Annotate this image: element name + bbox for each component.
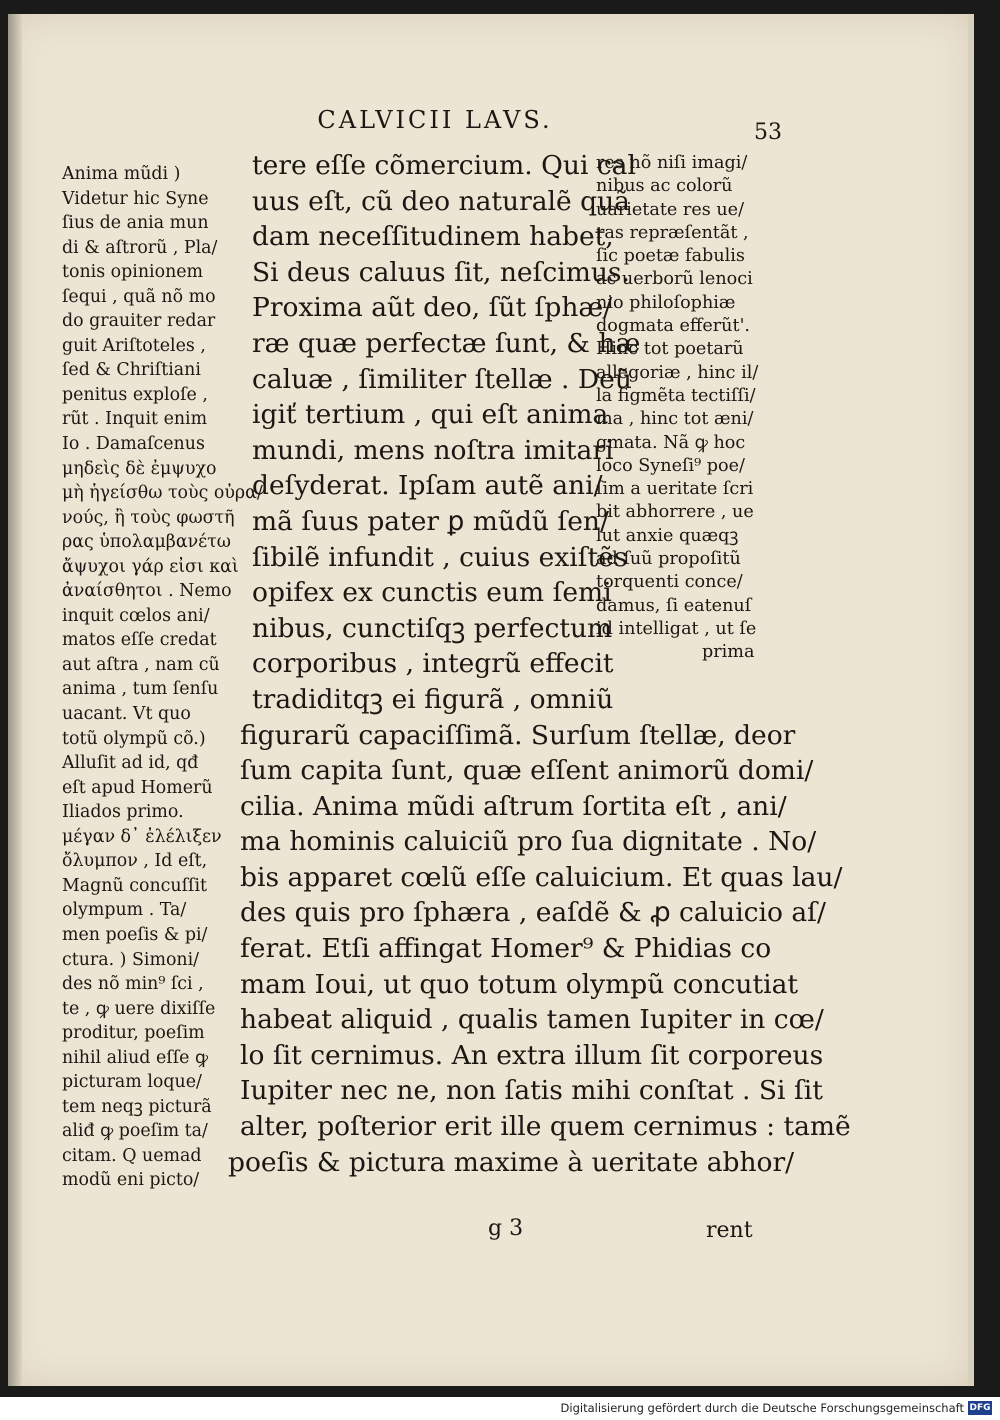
gloss-line: olympum . Ta/ [62,900,187,921]
dfg-logo-icon: DFG [969,1403,991,1413]
right-text-line: ſim a ueritate ſcri [596,479,754,500]
page-gutter-edge [8,14,22,1386]
right-text-line: damus, ſi eatenuſ [596,595,752,616]
gloss-line: ctura. ) Simoni/ [62,949,200,970]
right-text-line: ras repræſentãt , [596,222,749,243]
gloss-line: Io . Damaſcenus [62,434,205,455]
gloss-line: des nõ min⁹ ſci , [62,974,204,995]
main-text-line: ſibilẽ infundit , cuius exiſtẽs [252,541,628,573]
right-text-line: loco Syneſi⁹ poe/ [596,455,745,476]
gloss-line: citam. Q uemad [62,1145,202,1166]
main-text-line: ferat. Etſi affingat Homer⁹ & Phidias co [240,933,772,965]
gloss-line: ſius de ania mun [62,213,209,234]
gloss-line-greek: ἀναίσθητοι . Nemo [62,581,232,602]
main-text-line: lo ſit cernimus. An extra illum ſit corporeus [240,1039,824,1071]
main-text-line: Iupiter nec ne, non ſatis mihi conſtat . Si ſit [240,1075,823,1107]
gloss-line: anima , tum ſenſu [62,679,219,700]
main-text-line: ræ quæ perfectæ ſunt, & hæ [252,327,641,359]
gloss-line-greek: ὄλυμπον , Id eſt, [62,851,208,872]
main-text-line: figurarũ capaciſſimã. Surſum ſtellæ, deor [240,719,796,751]
right-text-line: nio philoſophiæ [596,292,736,313]
main-text-line: mam Ioui, ut quo totum olympũ concutiat [240,968,799,1000]
right-text-line: nibus ac colorũ [596,176,733,197]
main-text-line: dam neceſſitudinem habet, [252,221,614,253]
folio-number: 53 [754,120,782,145]
gloss-line: tonis opinionem [62,262,204,283]
gloss-line: totũ olympũ cõ.) [62,728,206,749]
gloss-line: inquit cœlos ani/ [62,605,210,626]
gloss-line: Alluſit ad id, qđ [62,753,199,774]
gloss-line-greek: μέγαν δ᾽ ἐλέλιξεν [62,826,222,847]
main-text-line: ma hominis caluiciũ pro ſua dignitate . No/ [240,826,817,858]
main-text-line: caluæ , ſimiliter ſtellæ . Deũ [252,363,632,395]
main-text-line: nibus, cunctiſqꝫ perfectum [252,612,613,644]
right-text-line: ac uerborũ lenoci [596,269,753,290]
right-text-line: bit abhorrere , ue [596,502,754,523]
gloss-line: nihil aliud eſſe ꝙ [62,1047,209,1068]
gloss-line: rũt . Inquit enim [62,409,208,430]
main-text-line: mã ſuus pater ꝑ mũdũ ſen/ [252,505,609,537]
main-text-line: tradiditqꝫ ei figurã , omniũ [252,683,614,715]
main-text-line: habeat aliquid , qualis tamen Iupiter in cœ/ [240,1004,824,1036]
right-text-line: allegoriæ , hinc il/ [596,362,759,383]
gloss-line-greek: μὴ ἡγείσθω τοὺς οὐρα/ [62,483,263,504]
main-text-line: poeſis & pictura maxime à ueritate abhor/ [228,1146,795,1178]
left-margin-gloss [62,162,263,1193]
right-text-line: ad ſuũ propoſitũ [596,549,741,570]
right-text-line: torquenti conce/ [596,572,743,593]
gloss-line: ſequi , quã nõ mo [62,286,216,307]
page-fore-edge [968,14,974,1386]
gloss-line: do grauiter redar [62,311,216,332]
gloss-line: proditur, poeſim [62,1023,205,1044]
gloss-line: aut aſtra , nam cũ [62,654,220,675]
main-text-line: uus eſt, cũ deo naturalẽ quã [252,185,630,217]
gloss-line-greek: νούς, ἢ τοὺς φωστῆ [62,507,235,528]
gloss-line: modũ eni picto/ [62,1170,200,1191]
gloss-line: men poeſis & pi/ [62,924,208,945]
gloss-line: penitus exploſe , [62,384,208,405]
right-text-line: id intelligat , ut ſe [596,618,757,639]
right-text-line: ma , hinc tot æni/ [596,409,754,430]
main-text-line: bis apparet cœlũ eſſe caluicium. Et quas lau/ [240,861,843,893]
catchword: rent [706,1218,753,1243]
right-text-line: Hinc tot poetarũ [596,339,744,360]
gloss-line: te , ꝙ uere dixiſſe [62,998,216,1019]
gloss-line: ſed & Chriſtiani [62,360,201,381]
main-text-line: alter, poſterior erit ille quem cernimus : tamẽ [240,1111,851,1143]
gloss-line: guit Ariſtoteles , [62,335,206,356]
main-text-line: tere eſſe cõmercium. Qui cal [252,150,636,181]
gloss-line: Iliados primo. [62,802,184,823]
right-text-column [596,152,786,665]
gloss-line: picturam loque/ [62,1072,202,1093]
signature-mark: g 3 [488,1216,524,1241]
gloss-line: eſt apud Homerũ [62,777,213,798]
gloss-line: Anima mũdi ) [62,164,181,184]
main-text-line: Si deus caluus ſit, neſcimus. [252,256,630,288]
gloss-line: Magnũ concuſſit [62,875,208,896]
right-text-line: prima [702,642,755,663]
main-text-line: des quis pro ſphæra , eaſdẽ & ꝓ caluicio aſ/ [240,897,826,929]
right-text-line: dogmata efferũt'. [596,316,751,337]
main-text-line: mundi, mens noſtra imitari [252,434,614,466]
gloss-line-greek: ρας ὑπολαμβανέτω [62,532,231,553]
gloss-line: tem neqꝫ picturã [62,1096,212,1117]
main-text-line: Proxima aũt deo, ſũt ſphæ/ [252,292,613,324]
gloss-line: uacant. Vt quo [62,704,191,725]
right-text-line: gmata. Nã ꝙ hoc [596,432,746,453]
gloss-line: di & aſtrorũ , Pla/ [62,237,218,258]
right-text-line: lut anxie quæqꝫ [596,525,739,546]
gloss-line: aliđ ꝙ poeſim ta/ [62,1121,208,1142]
main-text-line: deſyderat. Ipſam autẽ ani/ [252,470,603,502]
running-head: CALVICII LAVS. [317,106,553,134]
gloss-line: Videtur hic Syne [62,188,209,209]
main-text-line: cilia. Anima mũdi aſtrum ſortita eſt , ani/ [240,790,787,822]
main-text-line: opifex ex cunctis eum ſemi [252,577,612,609]
gloss-line-greek: ἄψυχοι γάρ εἰσι καὶ [62,556,239,577]
main-text-line: ſum capita ſunt, quæ eſſent animorũ domi/ [240,755,814,787]
gloss-line: matos eſſe credat [62,630,217,651]
main-text-line: corporibus , integrũ effecit [252,648,614,680]
right-text-line: la figmẽta tectiſſi/ [596,385,756,406]
footer-credit: Digitalisierung gefördert durch die Deutsche Forschungsgemeinschaft [560,1401,964,1415]
gloss-line-greek: μηδεὶς δὲ ἐμψυχο [62,458,217,479]
main-text-line: igiť tertium , qui eſt anima [252,399,609,431]
right-text-line: uarietate res ue/ [596,199,745,220]
right-text-line: ſic poetæ fabulis [596,246,745,267]
right-text-line: res nõ niſi imagi/ [596,153,748,173]
